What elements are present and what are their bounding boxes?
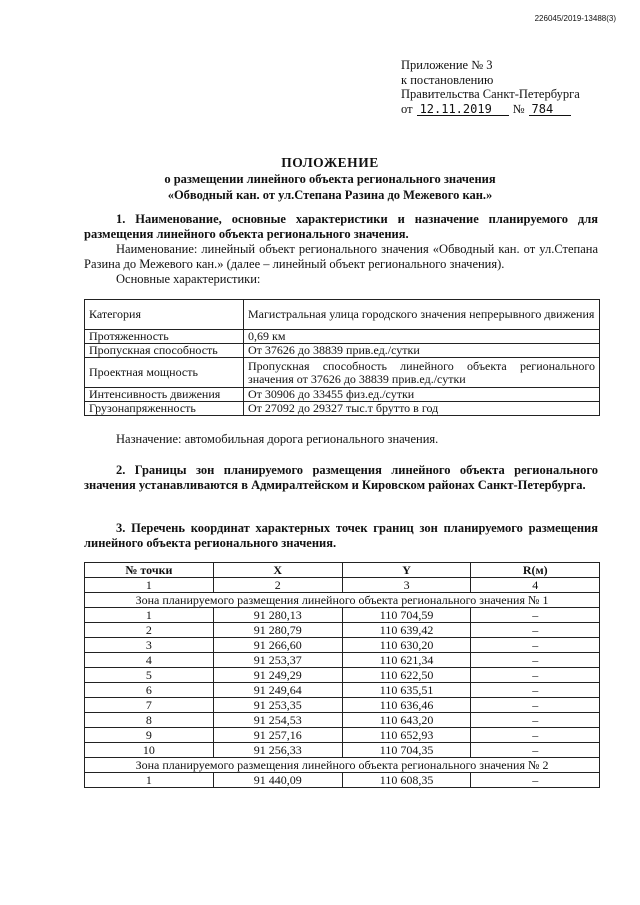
table-cell-value: От 37626 до 38839 прив.ед./сутки bbox=[244, 344, 600, 358]
table-row bbox=[85, 388, 600, 402]
point-number: 10 bbox=[85, 743, 214, 758]
radius: – bbox=[471, 698, 600, 713]
section-1-name-text: Наименование: линейный объект регионального значения «Обводный кан. от ул.Степана Разина до Межевого кан.» (далее – линейный объект регионального значения). bbox=[84, 242, 598, 271]
column-number: 4 bbox=[471, 578, 600, 593]
table-cell-value: 0,69 км bbox=[244, 330, 600, 344]
coord-x: 91 440,09 bbox=[213, 773, 342, 788]
column-number: 1 bbox=[85, 578, 214, 593]
column-header-y: Y bbox=[342, 563, 471, 578]
appendix-line-3: Правительства Санкт-Петербурга bbox=[401, 87, 580, 101]
table-row bbox=[85, 608, 600, 623]
handwritten-number: 784 bbox=[529, 103, 571, 116]
coord-y: 110 704,35 bbox=[342, 743, 471, 758]
radius: – bbox=[471, 713, 600, 728]
table-row bbox=[85, 402, 600, 416]
radius: – bbox=[471, 608, 600, 623]
table-header-row bbox=[85, 563, 600, 578]
point-number: 2 bbox=[85, 623, 214, 638]
coord-y: 110 639,42 bbox=[342, 623, 471, 638]
table-cell-value: Магистральная улица городского значения непрерывного движения bbox=[244, 300, 600, 330]
table-cell-value: От 30906 до 33455 физ.ед./сутки bbox=[244, 388, 600, 402]
coord-y: 110 635,51 bbox=[342, 683, 471, 698]
point-number: 4 bbox=[85, 653, 214, 668]
table-row bbox=[85, 743, 600, 758]
handwritten-date: 12.11.2019 bbox=[417, 103, 509, 116]
radius: – bbox=[471, 728, 600, 743]
title-heading: ПОЛОЖЕНИЕ bbox=[281, 155, 379, 170]
point-number: 7 bbox=[85, 698, 214, 713]
table-cell-key: Протяженность bbox=[85, 330, 244, 344]
number-label: № bbox=[512, 101, 525, 116]
zone-1-title-row bbox=[85, 593, 600, 608]
coord-y: 110 704,59 bbox=[342, 608, 471, 623]
table-cell-key: Проектная мощность bbox=[85, 358, 244, 388]
table-row bbox=[85, 344, 600, 358]
radius: – bbox=[471, 668, 600, 683]
coord-y: 110 630,20 bbox=[342, 638, 471, 653]
document-id: 226045/2019-13488(3) bbox=[534, 14, 616, 23]
radius: – bbox=[471, 773, 600, 788]
zone-2-title-row bbox=[85, 758, 600, 773]
coord-x: 91 254,53 bbox=[213, 713, 342, 728]
table-row bbox=[85, 638, 600, 653]
point-number: 1 bbox=[85, 773, 214, 788]
section-1-heading: 1. Наименование, основные характеристики и назначение планируемого для размещения линейного объекта регионального значения. bbox=[84, 212, 598, 241]
characteristics-table bbox=[84, 299, 600, 416]
title-line-2: о размещении линейного объекта регионального значения bbox=[164, 172, 496, 186]
table-row bbox=[85, 668, 600, 683]
column-number: 2 bbox=[213, 578, 342, 593]
table-row bbox=[85, 330, 600, 344]
table-row bbox=[85, 773, 600, 788]
coord-x: 91 280,79 bbox=[213, 623, 342, 638]
table-row bbox=[85, 623, 600, 638]
column-number: 3 bbox=[342, 578, 471, 593]
zone-1-title: Зона планируемого размещения линейного объекта регионального значения № 1 bbox=[85, 593, 600, 608]
from-label: от bbox=[401, 101, 413, 116]
point-number: 8 bbox=[85, 713, 214, 728]
coord-x: 91 249,29 bbox=[213, 668, 342, 683]
column-number-row bbox=[85, 578, 600, 593]
coord-x: 91 249,64 bbox=[213, 683, 342, 698]
section-3-heading: 3. Перечень координат характерных точек границ зон планируемого размещения линейного объекта регионального значения. bbox=[84, 521, 598, 550]
coord-x: 91 256,33 bbox=[213, 743, 342, 758]
appendix-header bbox=[401, 58, 580, 116]
column-header-r: R(м) bbox=[471, 563, 600, 578]
coord-y: 110 622,50 bbox=[342, 668, 471, 683]
coord-y: 110 643,20 bbox=[342, 713, 471, 728]
appendix-date-line bbox=[401, 102, 580, 117]
table-row bbox=[85, 358, 600, 388]
coord-x: 91 266,60 bbox=[213, 638, 342, 653]
radius: – bbox=[471, 743, 600, 758]
coord-y: 110 608,35 bbox=[342, 773, 471, 788]
table-row bbox=[85, 698, 600, 713]
section-1-purpose: Назначение: автомобильная дорога регионального значения. bbox=[116, 432, 439, 446]
coord-x: 91 257,16 bbox=[213, 728, 342, 743]
coord-x: 91 253,37 bbox=[213, 653, 342, 668]
document-title bbox=[60, 155, 600, 203]
title-line-3: «Обводный кан. от ул.Степана Разина до Межевого кан.» bbox=[167, 188, 493, 202]
table-row bbox=[85, 713, 600, 728]
table-cell-key: Категория bbox=[85, 300, 244, 330]
coord-y: 110 636,46 bbox=[342, 698, 471, 713]
table-cell-key: Интенсивность движения bbox=[85, 388, 244, 402]
appendix-line-1: Приложение № 3 bbox=[401, 58, 493, 72]
point-number: 5 bbox=[85, 668, 214, 683]
table-row bbox=[85, 728, 600, 743]
table-row bbox=[85, 653, 600, 668]
coord-x: 91 253,35 bbox=[213, 698, 342, 713]
table-cell-key: Пропускная способность bbox=[85, 344, 244, 358]
radius: – bbox=[471, 653, 600, 668]
column-header-point: № точки bbox=[85, 563, 214, 578]
coord-y: 110 621,34 bbox=[342, 653, 471, 668]
point-number: 1 bbox=[85, 608, 214, 623]
point-number: 9 bbox=[85, 728, 214, 743]
coord-x: 91 280,13 bbox=[213, 608, 342, 623]
table-row bbox=[85, 683, 600, 698]
radius: – bbox=[471, 638, 600, 653]
point-number: 3 bbox=[85, 638, 214, 653]
radius: – bbox=[471, 623, 600, 638]
section-2-text: 2. Границы зон планируемого размещения линейного объекта регионального значения устанавливаются в Адмиралтейском и Кировском районах Санкт-Петербурга. bbox=[84, 463, 598, 492]
section-1-chars-label: Основные характеристики: bbox=[116, 272, 261, 286]
zone-2-title: Зона планируемого размещения линейного объекта регионального значения № 2 bbox=[85, 758, 600, 773]
table-cell-value: Пропускная способность линейного объекта регионального значения от 37626 до 38839 прив.ед./сутки bbox=[244, 358, 600, 388]
table-row bbox=[85, 300, 600, 330]
table-cell-key: Грузонапряженность bbox=[85, 402, 244, 416]
point-number: 6 bbox=[85, 683, 214, 698]
coordinates-table bbox=[84, 562, 600, 788]
column-header-x: X bbox=[213, 563, 342, 578]
radius: – bbox=[471, 683, 600, 698]
table-cell-value: От 27092 до 29327 тыс.т брутто в год bbox=[244, 402, 600, 416]
coord-y: 110 652,93 bbox=[342, 728, 471, 743]
appendix-line-2: к постановлению bbox=[401, 72, 494, 87]
